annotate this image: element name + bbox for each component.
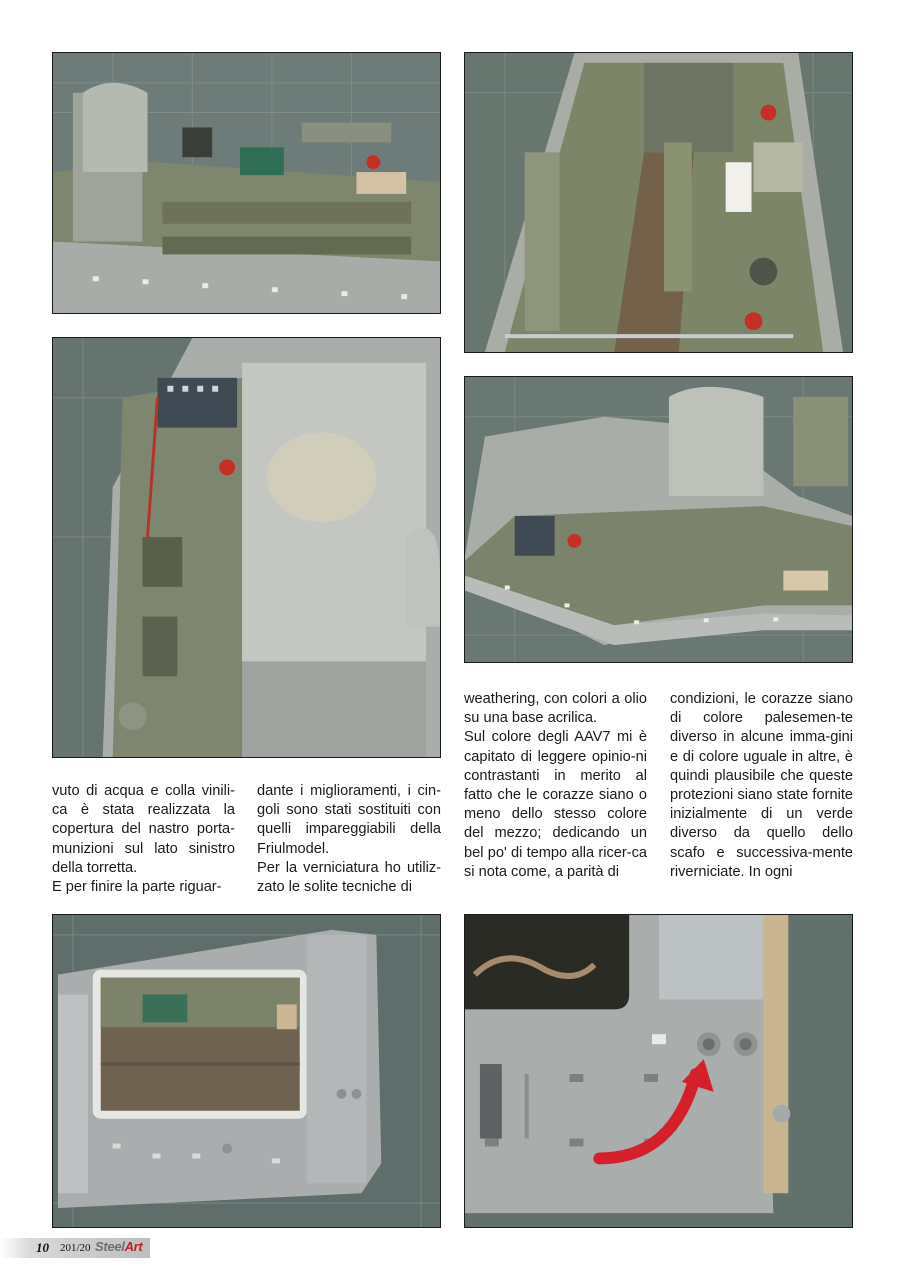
text-column-3 — [464, 690, 647, 882]
logo-accent-text: Art — [124, 1239, 143, 1254]
photo-hull-front-angle — [464, 376, 853, 663]
photo-interior-driver-station — [52, 337, 441, 758]
text-column-1 — [52, 782, 235, 897]
photo-hull-side-interior — [52, 52, 441, 314]
logo-main-text: Steel — [95, 1239, 125, 1254]
text-column-2 — [257, 782, 441, 897]
magazine-logo — [95, 1239, 142, 1254]
text-column-4 — [670, 690, 853, 882]
photo-interior-overhead — [464, 52, 853, 353]
paragraph: condizioni, le corazze siano di colore palesemen-te diverso in alcune imma-gini e di colore uguale in altre, è quindi plausibile che queste protezioni siano state fornite inizialmente di un verde diverso da quello dello scafo e successiva-mente riverniciate. In ogni — [670, 691, 853, 880]
paragraph: weathering, con colori a olio su una base acrilica. — [464, 691, 647, 727]
issue-number: 201/20 — [60, 1242, 91, 1254]
paragraph: Sul colore degli AAV7 mi è capitato di leggere opinio-ni contrastanti in merito al fatto che le corazze siano o meno dello stesso colore del mezzo; dedicando un bel po' di tempo alla ricer-ca si nota come, a parità di — [464, 729, 647, 880]
photo-hull-top-view — [52, 914, 441, 1228]
paragraph: Per la verniciatura ho utiliz-zato le solite tecniche di — [257, 859, 441, 896]
paragraph: E per finire la parte riguar- — [52, 879, 222, 896]
paragraph: vuto di acqua e colla vinili-ca è stata realizzata la copertura del nastro porta-munizioni sul lato sinistro della torretta. — [52, 783, 235, 876]
page-number: 10 — [36, 1240, 49, 1255]
paragraph: dante i miglioramenti, i cin-goli sono stati sostituiti con quelli impareggiabili della Friulmodel. — [257, 783, 441, 857]
photo-hull-detail-arrow — [464, 914, 853, 1228]
